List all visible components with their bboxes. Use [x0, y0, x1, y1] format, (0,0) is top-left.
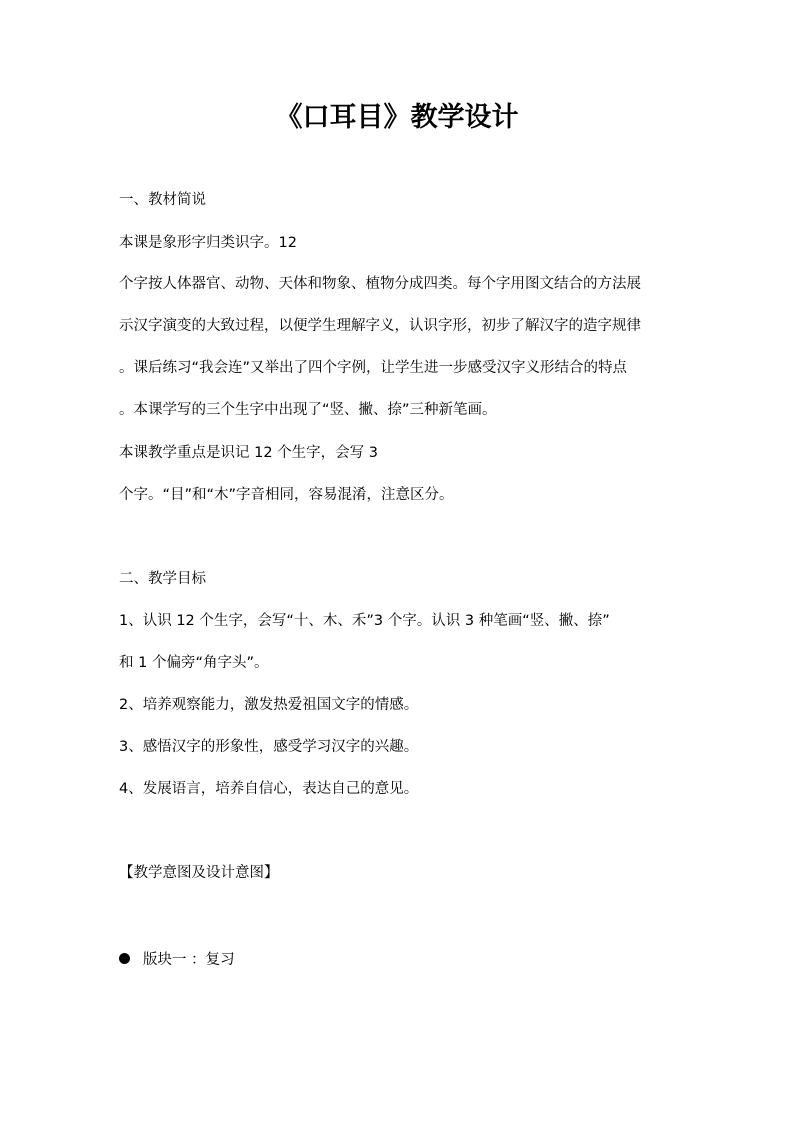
section2-line-5: 4、发展语言，培养自信心，表达自己的意见。 — [119, 781, 419, 797]
section2-heading: 二、教学目标 — [119, 571, 206, 587]
section2-line-4: 3、感悟汉字的形象性，感受学习汉字的兴趣。 — [119, 739, 419, 755]
section1-line-4: 。课后练习“我会连”又举出了四个字例，让学生进一步感受汉字义形结合的特点 — [119, 360, 628, 376]
bullet-dot-icon — [119, 953, 130, 964]
section3-heading: 【教学意图及设计意图】 — [119, 865, 279, 881]
bullet-label: 版块一 ：复习 — [143, 952, 235, 968]
bullet-item — [119, 950, 235, 970]
section2-line-2: 和 1 个偏旁“角字头”。 — [119, 655, 269, 671]
section1-heading: 一、教材简说 — [119, 192, 206, 208]
section2-line-1: 1、认识 12 个生字，会写“十、木、禾”3 个字。认识 3 种笔画“竖、撇、捺” — [119, 613, 610, 629]
section1-line-5: 。本课学写的三个生字中出现了“竖、撇、捺”三种新笔画。 — [119, 402, 497, 418]
section1-line-1: 本课是象形字归类识字。12 — [119, 235, 297, 251]
section1-line-7: 个字。“目”和“木”字音相同，容易混淆，注意区分。 — [119, 487, 454, 503]
section1-line-3: 示汉字演变的大致过程，以便学生理解字义，认识字形，初步了解汉字的造字规律 — [119, 318, 641, 334]
section2-line-3: 2、培养观察能力，激发热爱祖国文字的情感。 — [119, 697, 419, 713]
section1-line-2: 个字按人体器官、动物、天体和物象、植物分成四类。每个字用图文结合的方法展 — [119, 276, 641, 292]
document-title: 《口耳目》教学设计 — [275, 102, 519, 133]
section1-line-6: 本课教学重点是识记 12 个生字，会写 3 — [119, 445, 379, 461]
